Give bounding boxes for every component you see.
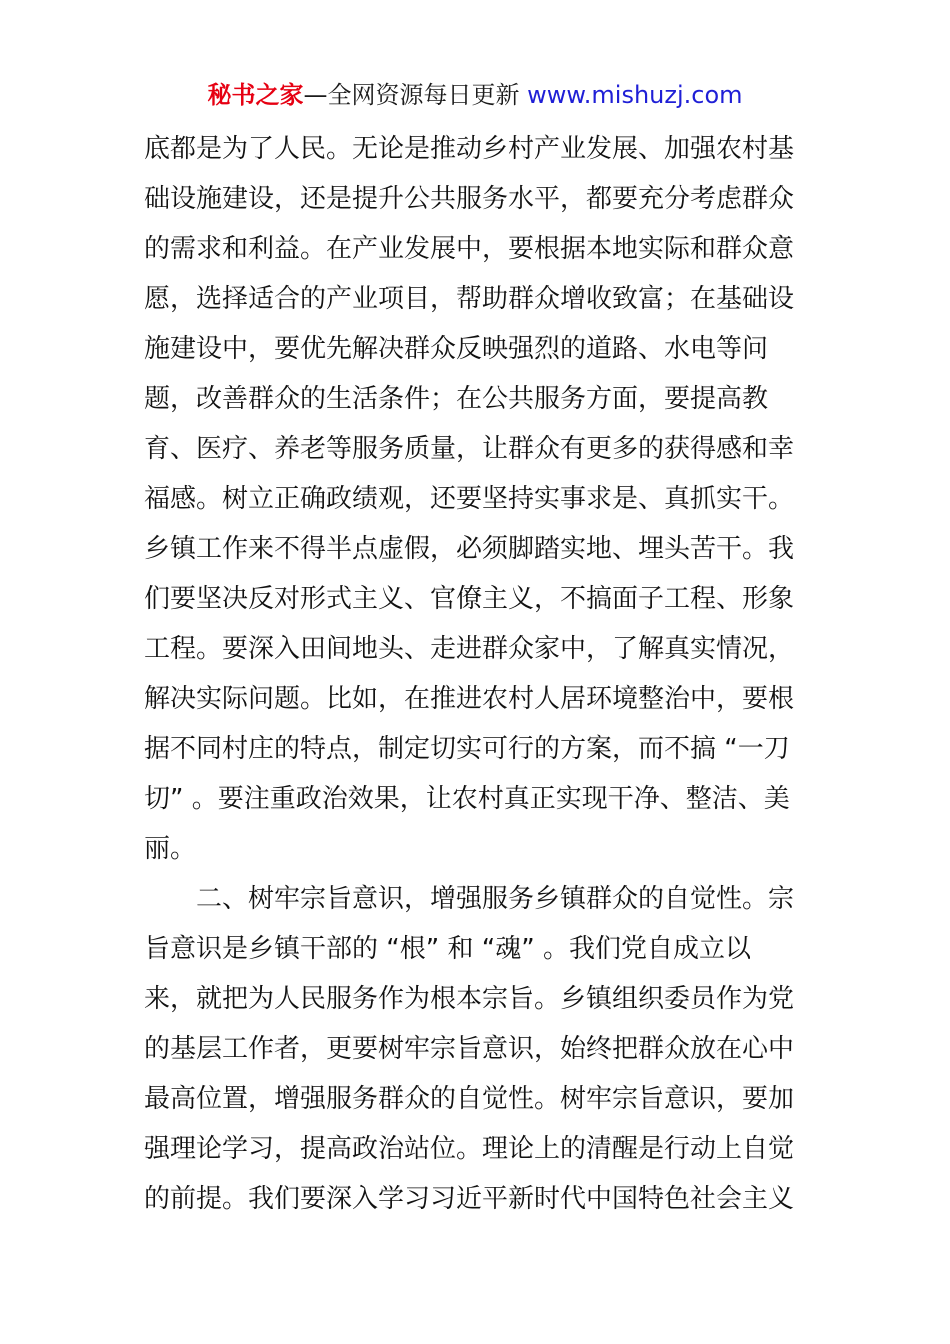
text-line: 施建设中，要优先解决群众反映强烈的道路、水电等问 — [144, 334, 769, 364]
text-line: 解决实际问题。比如，在推进农村人居环境整治中，要根 — [144, 684, 795, 714]
section-heading-line: 二、树牢宗旨意识，增强服务乡镇群众的自觉性。宗 — [196, 884, 795, 914]
text-line: 的需求和利益。在产业发展中，要根据本地实际和群众意 — [144, 234, 795, 264]
text-line: 强理论学习，提高政治站位。理论上的清醒是行动上自觉 — [144, 1134, 795, 1164]
text-line: 切” 。要注重政治效果，让农村真正实现干净、整洁、美 — [144, 784, 790, 814]
text-line: 底都是为了人民。无论是推动乡村产业发展、加强农村基 — [144, 134, 795, 164]
text-line: 最高位置，增强服务群众的自觉性。树牢宗旨意识，要加 — [144, 1084, 795, 1114]
text-line: 题，改善群众的生活条件；在公共服务方面，要提高教 — [144, 384, 769, 414]
text-line: 福感。树立正确政绩观，还要坚持实事求是、真抓实干。 — [144, 484, 795, 514]
text-line: 来，就把为人民服务作为根本宗旨。乡镇组织委员作为党 — [144, 984, 795, 1014]
text-line: 乡镇工作来不得半点虚假，必须脚踏实地、埋头苦干。我 — [144, 534, 795, 564]
brand-name: 秘书之家 — [207, 81, 304, 109]
text-line: 育、医疗、养老等服务质量，让群众有更多的获得感和幸 — [144, 434, 795, 464]
text-line: 们要坚决反对形式主义、官僚主义，不搞面子工程、形象 — [144, 584, 795, 614]
text-line: 旨意识是乡镇干部的 “根” 和 “魂” 。我们党自成立以 — [144, 934, 751, 964]
text-line: 础设施建设，还是提升公共服务水平，都要充分考虑群众 — [144, 184, 795, 214]
text-line: 的基层工作者，更要树牢宗旨意识，始终把群众放在心中 — [144, 1034, 795, 1064]
text-line: 工程。要深入田间地头、走进群众家中，了解真实情况， — [144, 634, 795, 664]
document-body — [144, 124, 808, 1224]
text-line: 愿，选择适合的产业项目，帮助群众增收致富；在基础设 — [144, 284, 795, 314]
page-header — [0, 78, 950, 112]
text-line: 的前提。我们要深入学习习近平新时代中国特色社会主义 — [144, 1184, 795, 1214]
text-line: 丽。 — [144, 834, 197, 864]
header-tagline: —全网资源每日更新 — [303, 81, 520, 109]
text-line: 据不同村庄的特点，制定切实可行的方案，而不搞 “一刀 — [144, 734, 790, 764]
website-url[interactable]: www.mishuzj.com — [527, 81, 743, 109]
